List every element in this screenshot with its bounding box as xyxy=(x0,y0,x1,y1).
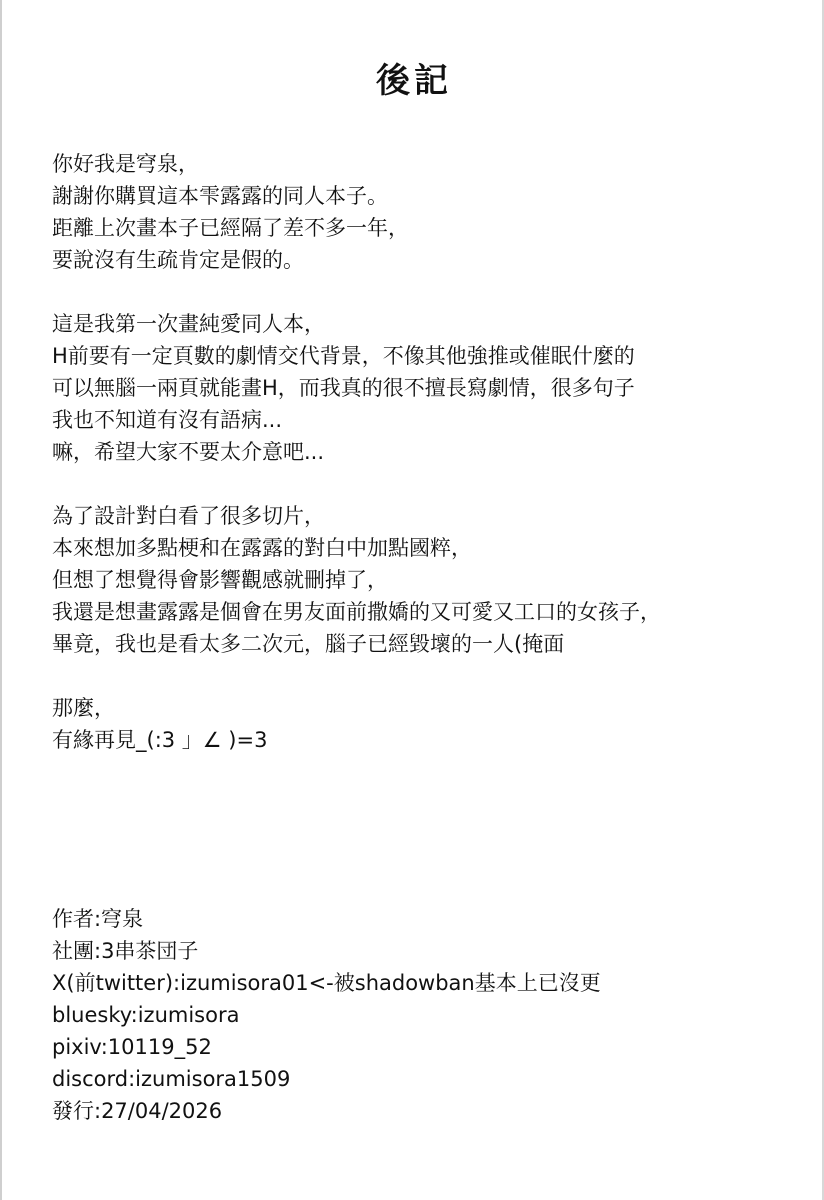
text-line: 距離上次畫本子已經隔了差不多一年， xyxy=(52,216,409,240)
credit-release-date: 發行:27/04/2026 xyxy=(52,1099,223,1123)
credits-block xyxy=(52,903,812,1127)
text-line: 這是我第一次畫純愛同人本， xyxy=(52,312,325,336)
page-title: 後記 xyxy=(376,61,452,101)
text-line: 可以無腦一兩頁就能畫H，而我真的很不擅長寫劇情，很多句子 xyxy=(52,376,635,400)
credit-circle: 社團:3串茶団子 xyxy=(52,939,199,963)
text-line: 有緣再見_(:3 」∠ )=3 xyxy=(52,728,268,752)
text-line: H前要有一定頁數的劇情交代背景，不像其他強推或催眠什麼的 xyxy=(52,344,635,368)
text-line: 但想了想覺得會影響觀感就刪掉了， xyxy=(52,568,388,592)
text-line: 我也不知道有沒有語病... xyxy=(52,408,283,432)
credit-x-account: X(前twitter):izumisora01<-被shadowban基本上已沒更 xyxy=(52,971,601,995)
credit-bluesky: bluesky:izumisora xyxy=(52,1003,240,1027)
text-line: 那麼， xyxy=(52,696,115,720)
text-line: 為了設計對白看了很多切片， xyxy=(52,504,325,528)
paragraph-greeting xyxy=(52,148,812,276)
paragraph-farewell xyxy=(52,692,812,756)
paragraph-story xyxy=(52,308,812,468)
credit-pixiv: pixiv:10119_52 xyxy=(52,1035,212,1059)
text-line: 本來想加多點梗和在露露的對白中加點國粹， xyxy=(52,536,472,560)
text-line: 畢竟，我也是看太多二次元，腦子已經毀壞的一人(掩面 xyxy=(52,632,565,656)
credit-author: 作者:穹泉 xyxy=(52,907,144,931)
text-line: 謝謝你購買這本雫露露的同人本子。 xyxy=(52,184,388,208)
credit-discord: discord:izumisora1509 xyxy=(52,1067,291,1091)
text-line: 我還是想畫露露是個會在男友面前撒嬌的又可愛又工口的女孩子， xyxy=(52,600,661,624)
paragraph-dialogue xyxy=(52,500,812,660)
text-line: 你好我是穹泉， xyxy=(52,152,199,176)
text-line: 嘛，希望大家不要太介意吧... xyxy=(52,440,325,464)
text-line: 要說沒有生疏肯定是假的。 xyxy=(52,248,304,272)
afterword-body xyxy=(52,148,812,788)
